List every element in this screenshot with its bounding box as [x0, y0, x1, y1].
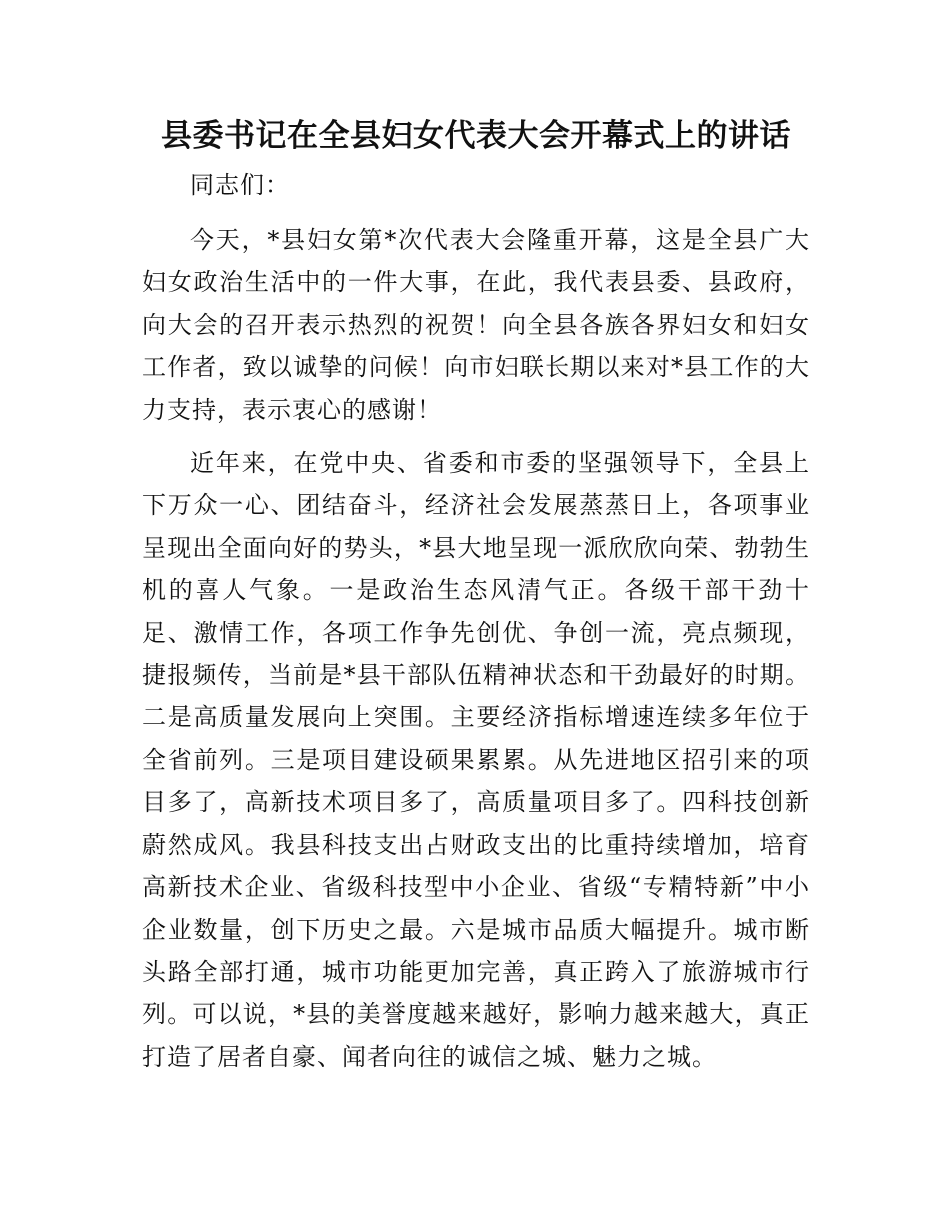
paragraph-opening: 今天，*县妇女第*次代表大会隆重开幕，这是全县广大妇女政治生活中的一件大事，在此，我代表县委、县政府，向大会的召开表示热烈的祝贺！向全县各族各界妇女和妇女工作者，致以诚挚的问候！向市妇联长期以来对*县工作的大力支持，表示衷心的感谢！	[142, 226, 810, 424]
salutation: 同志们：	[190, 171, 290, 199]
document-title: 县委书记在全县妇女代表大会开幕式上的讲话	[161, 118, 791, 154]
paragraph-achievements: 近年来，在党中央、省委和市委的坚强领导下，全县上下万众一心、团结奋斗，经济社会发展蒸蒸日上，各项事业呈现出全面向好的势头，*县大地呈现一派欣欣向荣、勃勃生机的喜人气象。一是政治生态风清气正。各级干部干劲十足、激情工作，各项工作争先创优、争创一流，亮点频现，捷报频传，当前是*县干部队伍精神状态和干劲最好的时期。二是高质量发展向上突围。主要经济指标增速连续多年位于全省前列。三是项目建设硕果累累。从先进地区招引来的项目多了，高新技术项目多了，高质量项目多了。四科技创新蔚然成风。我县科技支出占财政支出的比重持续增加，培育高新技术企业、省级科技型中小企业、省级“专精特新”中小企业数量，创下历史之最。六是城市品质大幅提升。城市断头路全部打通，城市功能更加完善，真正跨入了旅游城市行列。可以说，*县的美誉度越来越好，影响力越来越大，真正打造了居者自豪、闻者向往的诚信之城、魅力之城。	[142, 449, 810, 1071]
document-page	[142, 108, 810, 1078]
